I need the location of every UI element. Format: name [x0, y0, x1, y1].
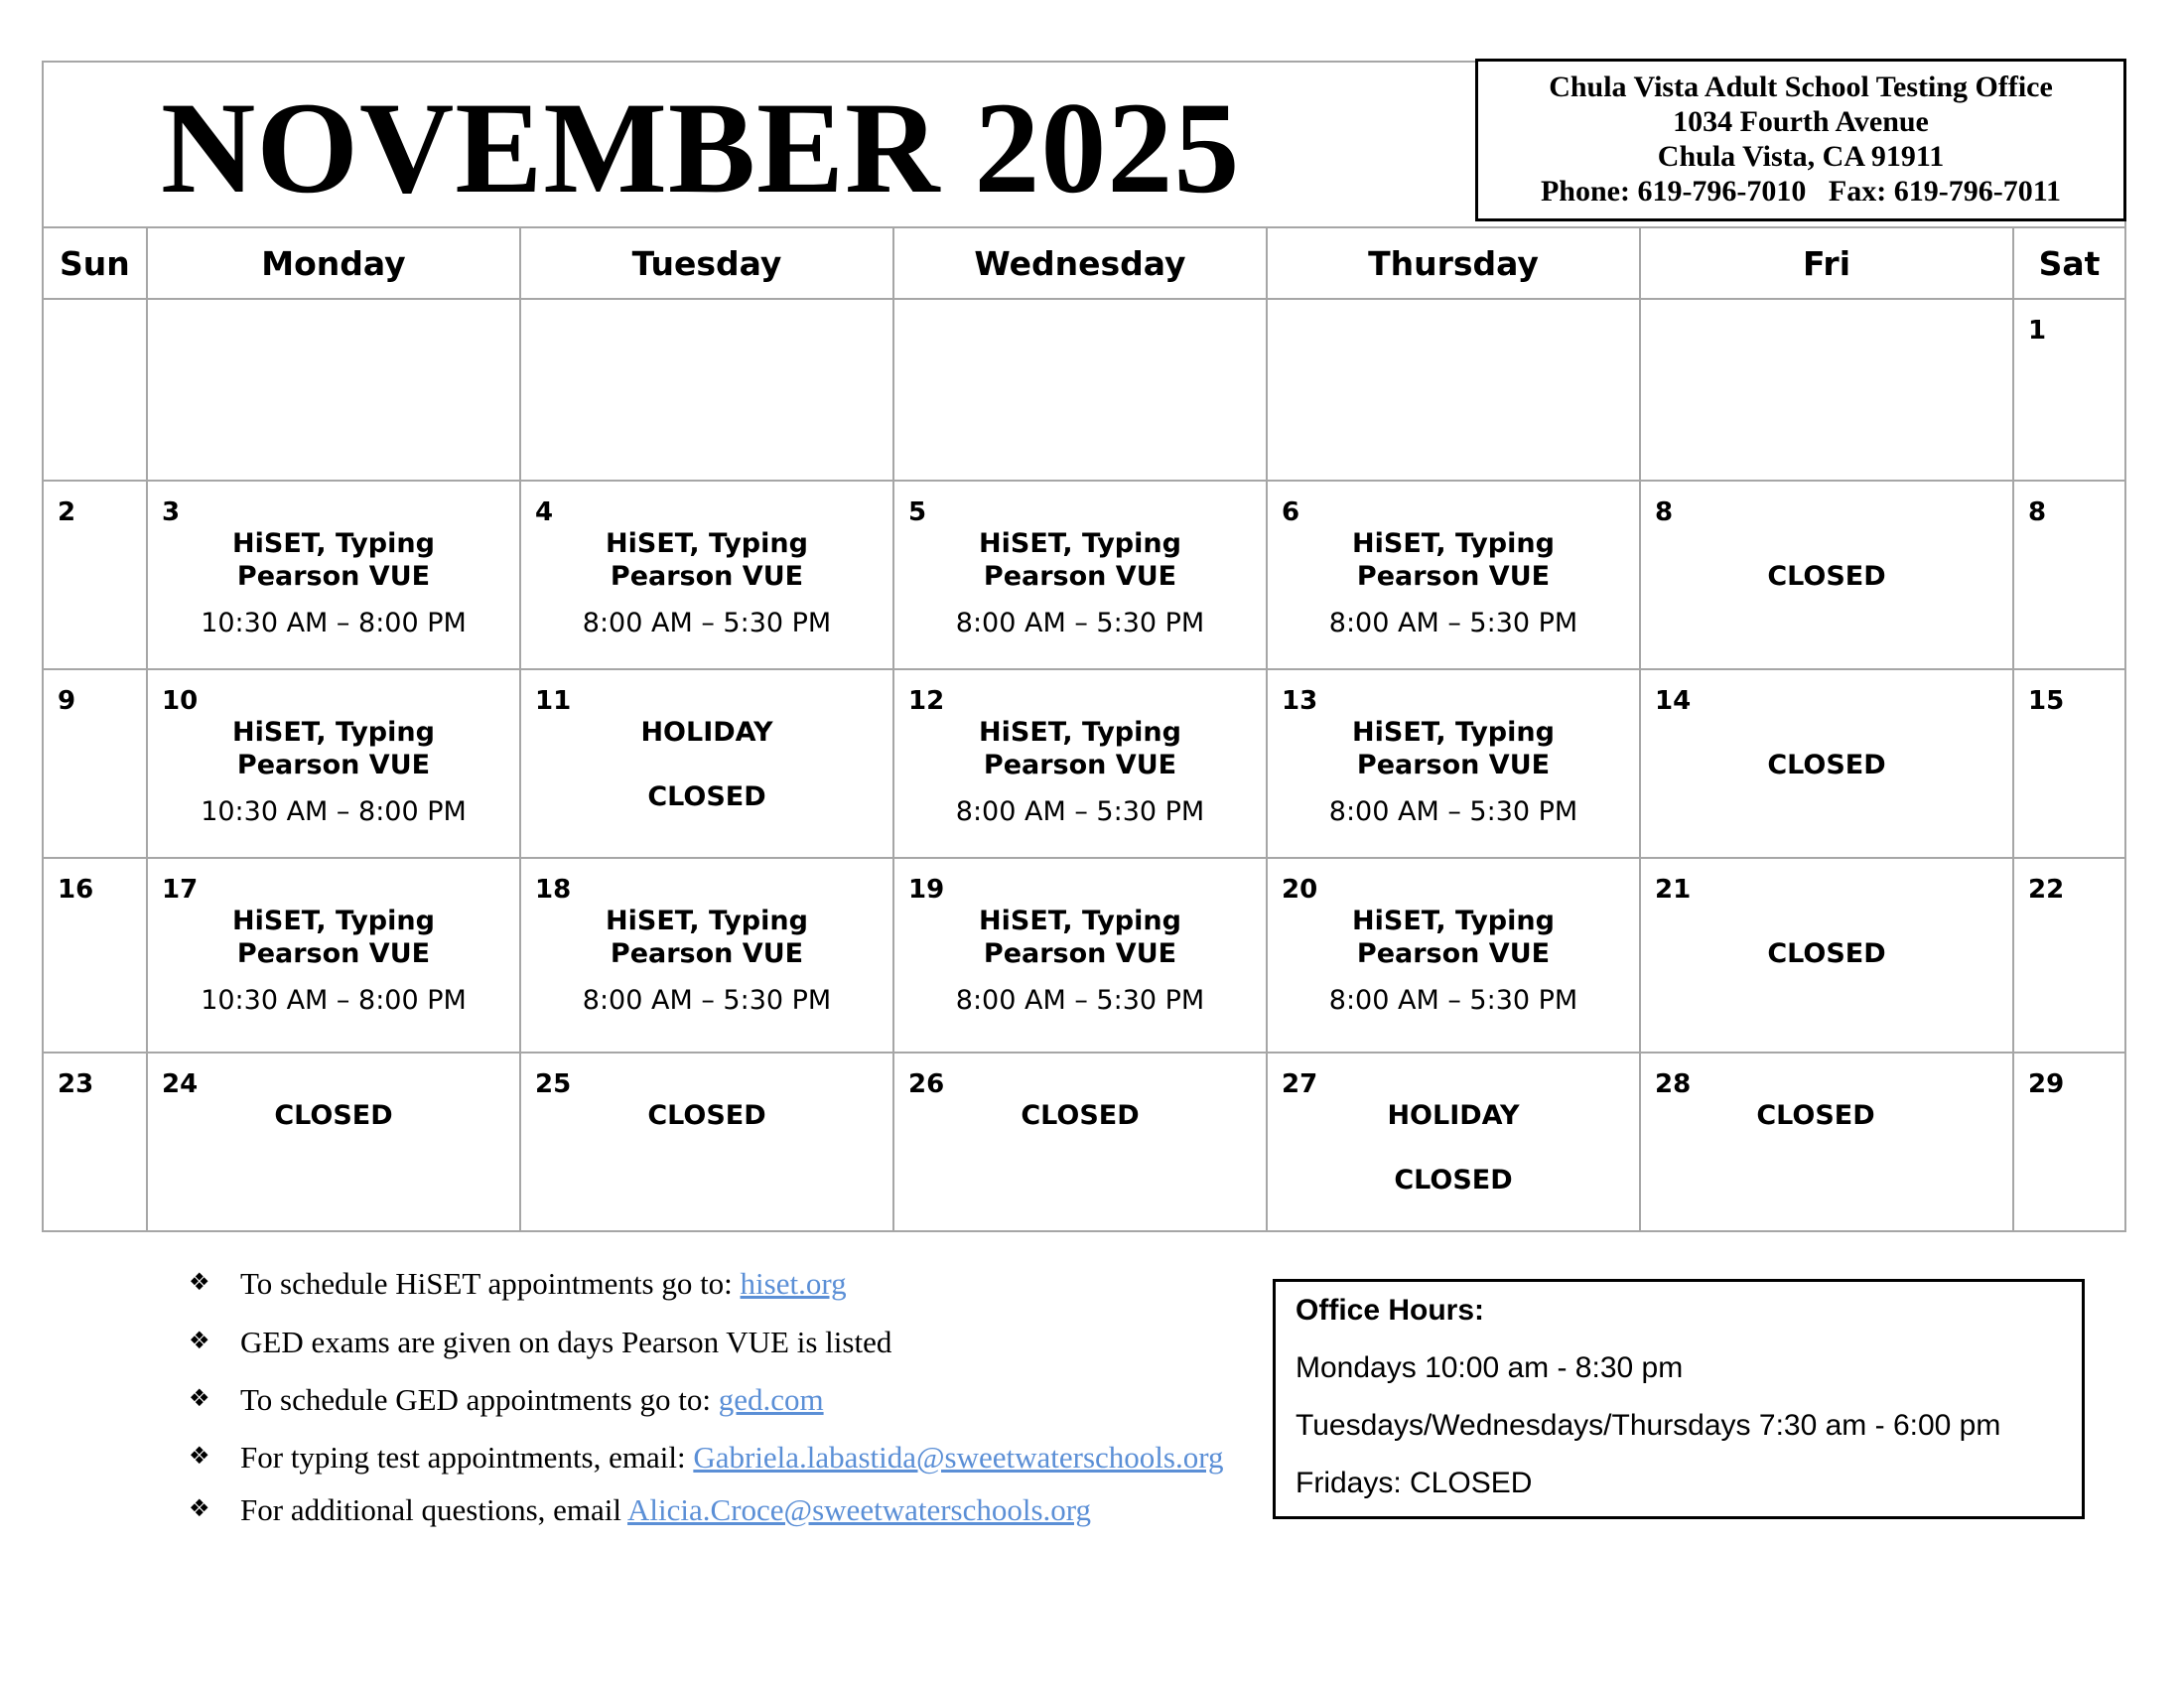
day-cell: [1267, 299, 1640, 481]
service-hours: 8:00 AM – 5:30 PM: [955, 796, 1205, 827]
service-hours: 8:00 AM – 5:30 PM: [1328, 796, 1578, 827]
header-tuesday: Tuesday: [520, 228, 893, 299]
header-sat: Sat: [2013, 228, 2124, 299]
day-number: 18: [535, 875, 572, 905]
service-hours: 8:00 AM – 5:30 PM: [1328, 608, 1578, 638]
day-cell: [893, 481, 1267, 669]
office-hours-line: Mondays 10:00 am - 8:30 pm: [1296, 1351, 1684, 1384]
note-text: For typing test appointments, email:: [240, 1440, 694, 1475]
day-cell: [2013, 1053, 2124, 1232]
day-number: 4: [535, 497, 554, 527]
service-label: HiSET, Typing: [979, 717, 1181, 748]
ged-link[interactable]: ged.com: [718, 1382, 824, 1417]
day-cell: [1640, 481, 2013, 669]
day-cell: [147, 669, 520, 858]
day-number: 24: [162, 1069, 199, 1099]
diamond-bullet-icon: ❖: [189, 1268, 210, 1296]
service-label: Pearson VUE: [1356, 561, 1551, 592]
service-label: HiSET, Typing: [606, 528, 808, 559]
day-number: 19: [908, 875, 945, 905]
day-number: 23: [58, 1069, 94, 1099]
day-number: 11: [535, 686, 572, 716]
diamond-bullet-icon: ❖: [189, 1494, 210, 1522]
service-hours: 10:30 AM – 8:00 PM: [201, 985, 467, 1016]
day-cell: [1267, 858, 1640, 1053]
week-row: [44, 299, 2124, 481]
service-label: Pearson VUE: [1356, 938, 1551, 969]
day-cell: [1267, 1053, 1640, 1232]
service-label: HiSET, Typing: [1352, 528, 1555, 559]
day-cell: [44, 1053, 147, 1232]
service-label: HiSET, Typing: [979, 906, 1181, 936]
closed-label: CLOSED: [647, 781, 766, 812]
holiday-label: HOLIDAY: [1387, 1100, 1520, 1131]
service-hours: 8:00 AM – 5:30 PM: [582, 608, 832, 638]
service-hours: 8:00 AM – 5:30 PM: [955, 985, 1205, 1016]
week-row: [44, 1053, 2124, 1232]
day-cell: [1267, 481, 1640, 669]
day-cell: [1640, 1053, 2013, 1232]
day-cell: [147, 481, 520, 669]
day-cell: [2013, 858, 2124, 1053]
day-number: 13: [1282, 686, 1318, 716]
day-number: 14: [1655, 686, 1692, 716]
day-cell: [2013, 669, 2124, 858]
day-number: 16: [58, 875, 94, 905]
day-cell: [520, 669, 893, 858]
day-number: 8: [2028, 497, 2047, 527]
day-cell: [1640, 299, 2013, 481]
day-number: 2: [58, 497, 76, 527]
note-item: [189, 1266, 1261, 1325]
day-number: 15: [2028, 686, 2065, 716]
service-label: Pearson VUE: [236, 750, 431, 780]
diamond-bullet-icon: ❖: [189, 1327, 210, 1354]
note-text: To schedule HiSET appointments go to:: [240, 1266, 741, 1301]
calendar: [42, 61, 2126, 1232]
day-cell: [147, 1053, 520, 1232]
week-row: [44, 669, 2124, 858]
day-cell: [147, 299, 520, 481]
note-item: [189, 1440, 1261, 1492]
header-wednesday: Wednesday: [893, 228, 1267, 299]
header-sun: Sun: [44, 228, 147, 299]
office-info-box: [1475, 59, 2126, 221]
note-item: [189, 1382, 1261, 1440]
service-label: Pearson VUE: [983, 750, 1177, 780]
day-number: 27: [1282, 1069, 1318, 1099]
calendar-grid: [44, 228, 2124, 1232]
day-cell: [147, 858, 520, 1053]
closed-label: CLOSED: [1767, 938, 1886, 969]
day-cell: [44, 858, 147, 1053]
day-cell: [1640, 669, 2013, 858]
hiset-link[interactable]: hiset.org: [740, 1266, 847, 1301]
service-label: HiSET, Typing: [232, 528, 435, 559]
day-number: 29: [2028, 1069, 2065, 1099]
office-hours-line: Tuesdays/Wednesdays/Thursdays 7:30 am - 6:00 pm: [1296, 1409, 2001, 1442]
service-hours: 10:30 AM – 8:00 PM: [201, 796, 467, 827]
service-label: Pearson VUE: [1356, 750, 1551, 780]
office-city: Chula Vista, CA 91911: [1657, 140, 1945, 173]
day-cell: [520, 1053, 893, 1232]
service-label: HiSET, Typing: [232, 717, 435, 748]
day-number: 3: [162, 497, 181, 527]
service-hours: 8:00 AM – 5:30 PM: [582, 985, 832, 1016]
service-label: Pearson VUE: [610, 938, 804, 969]
note-item: [189, 1325, 1261, 1382]
service-hours: 8:00 AM – 5:30 PM: [955, 608, 1205, 638]
service-label: HiSET, Typing: [1352, 906, 1555, 936]
service-label: Pearson VUE: [236, 561, 431, 592]
day-number: 25: [535, 1069, 572, 1099]
office-hours-title: Office Hours:: [1296, 1294, 1485, 1327]
service-label: Pearson VUE: [610, 561, 804, 592]
service-label: Pearson VUE: [983, 561, 1177, 592]
office-hours-line: Fridays: CLOSED: [1296, 1467, 1533, 1499]
closed-label: CLOSED: [1021, 1100, 1140, 1131]
day-number: 28: [1655, 1069, 1692, 1099]
service-label: HiSET, Typing: [979, 528, 1181, 559]
day-number: 10: [162, 686, 199, 716]
closed-label: CLOSED: [1767, 750, 1886, 780]
day-number: 9: [58, 686, 76, 716]
day-cell: [44, 481, 147, 669]
note-item: [189, 1492, 1261, 1545]
service-label: Pearson VUE: [983, 938, 1177, 969]
office-name: Chula Vista Adult School Testing Office: [1549, 70, 2053, 103]
day-cell: [893, 858, 1267, 1053]
holiday-label: HOLIDAY: [640, 717, 773, 748]
service-label: HiSET, Typing: [606, 906, 808, 936]
header-monday: Monday: [147, 228, 520, 299]
day-number: 26: [908, 1069, 945, 1099]
service-hours: 8:00 AM – 5:30 PM: [1328, 985, 1578, 1016]
day-cell: [893, 669, 1267, 858]
day-number: 12: [908, 686, 945, 716]
day-number: 5: [908, 497, 927, 527]
diamond-bullet-icon: ❖: [189, 1384, 210, 1412]
day-number: 17: [162, 875, 199, 905]
office-phone: Phone: 619-796-7010 Fax: 619-796-7011: [1540, 175, 2062, 208]
note-text: For additional questions, email: [240, 1492, 628, 1527]
diamond-bullet-icon: ❖: [189, 1442, 210, 1470]
page-title: NOVEMBER 2025: [161, 74, 1241, 220]
service-label: HiSET, Typing: [232, 906, 435, 936]
day-number: 21: [1655, 875, 1692, 905]
day-number: 8: [1655, 497, 1674, 527]
day-number: 22: [2028, 875, 2065, 905]
office-address: 1034 Fourth Avenue: [1673, 105, 1929, 138]
service-label: HiSET, Typing: [1352, 717, 1555, 748]
day-cell: [1640, 858, 2013, 1053]
week-row: [44, 858, 2124, 1053]
day-number: 1: [2028, 316, 2047, 346]
day-cell: [44, 669, 147, 858]
closed-label: CLOSED: [1767, 561, 1886, 592]
day-cell: [893, 1053, 1267, 1232]
week-row: [44, 481, 2124, 669]
day-cell: [520, 481, 893, 669]
day-number: 6: [1282, 497, 1300, 527]
day-cell: [520, 858, 893, 1053]
closed-label: CLOSED: [1394, 1165, 1513, 1196]
day-cell: [2013, 481, 2124, 669]
closed-label: CLOSED: [274, 1100, 393, 1131]
closed-label: CLOSED: [647, 1100, 766, 1131]
weekday-header-row: [44, 228, 2124, 299]
day-cell: [44, 299, 147, 481]
typing-email-link[interactable]: Gabriela.labastida@sweetwaterschools.org: [693, 1440, 1224, 1475]
day-cell: [893, 299, 1267, 481]
day-cell: [520, 299, 893, 481]
questions-email-link[interactable]: Alicia.Croce@sweetwaterschools.org: [627, 1492, 1092, 1527]
note-text: To schedule GED appointments go to:: [240, 1382, 719, 1417]
notes-list: [189, 1266, 1261, 1545]
header-thursday: Thursday: [1267, 228, 1640, 299]
service-label: Pearson VUE: [236, 938, 431, 969]
closed-label: CLOSED: [1756, 1100, 1875, 1131]
service-hours: 10:30 AM – 8:00 PM: [201, 608, 467, 638]
day-number: 20: [1282, 875, 1318, 905]
header-fri: Fri: [1640, 228, 2013, 299]
note-text: GED exams are given on days Pearson VUE is listed: [240, 1325, 892, 1359]
day-cell: [1267, 669, 1640, 858]
day-cell: [2013, 299, 2124, 481]
office-hours-box: [1273, 1279, 2085, 1519]
